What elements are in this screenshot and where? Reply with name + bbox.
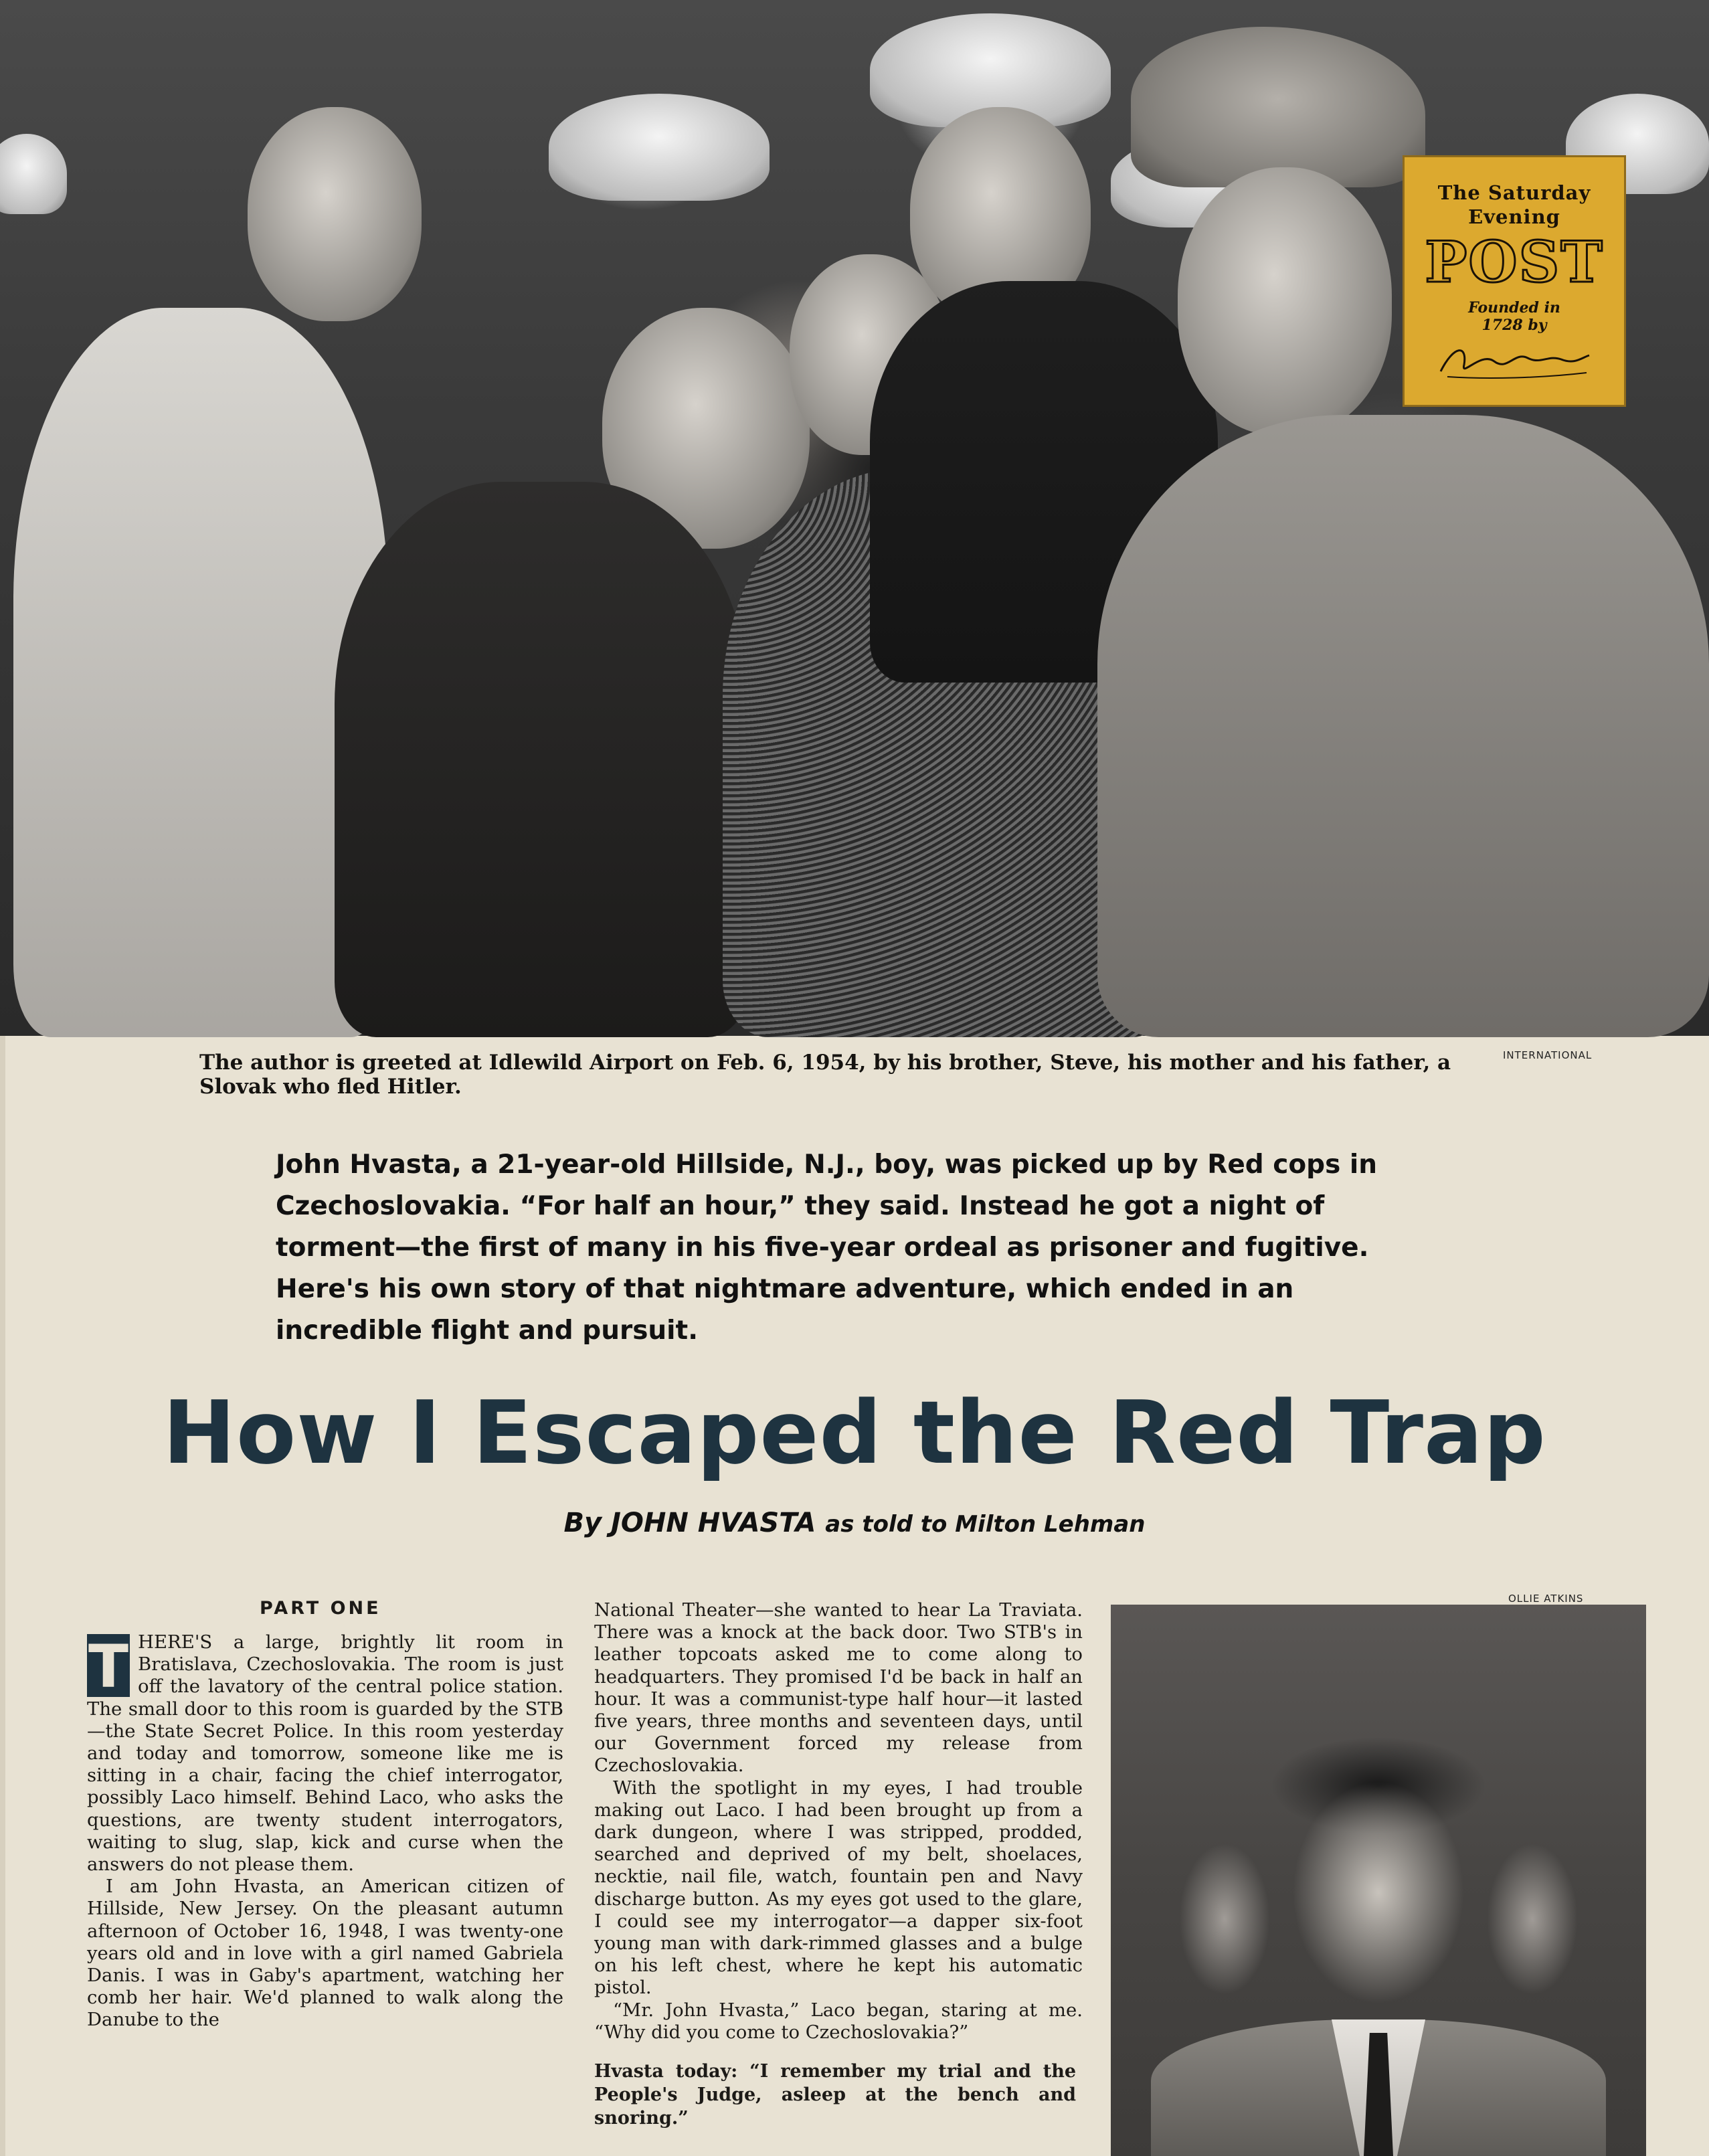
father-head (1178, 167, 1392, 435)
photo-credit-ollie-atkins: OLLIE ATKINS (1508, 1593, 1584, 1605)
brother-head (248, 107, 422, 321)
saturday-evening-post-logo (1403, 155, 1626, 407)
drop-cap: T (88, 1632, 129, 1701)
hvasta-portrait-photo (1111, 1605, 1646, 2156)
brother-coat (13, 308, 388, 1037)
franklin-signature-icon (1434, 338, 1595, 385)
torn-page-edge (0, 1036, 5, 2156)
father-hat (1131, 27, 1425, 187)
col2-paragraph-3: “Mr. John Hvasta,” Laco began, staring at me. “Why did you come to Czechoslovakia?” (594, 1999, 1083, 2043)
logo-title: POST (1425, 229, 1604, 295)
police-cap (549, 94, 770, 201)
logo-line-2: Evening (1468, 205, 1560, 228)
father-coat (1097, 415, 1709, 1037)
article-deck: John Hvasta, a 21-year-old Hillside, N.J., boy, was picked up by Red cops in Czechoslovakia. “For half an hour,” they said. Instead he got a night of torment—the first of many in his five-year ordeal as prisoner and fugitive. Here's his own story of that nightmare adventure, which ended in an incredible flight and pursuit. (276, 1150, 1378, 1346)
police-cap (0, 134, 67, 214)
byline-as-told: as told to Milton Lehman (825, 1511, 1146, 1538)
col2-paragraph-1: National Theater—she wanted to hear La Traviata. There was a knock at the back door. Two STB's in leather topcoats asked me to come along to headquarters. They promised I'd be back in half an hour. It was a communist-type half hour—it lasted five years, three months and seventeen days, until our Government forced my release from Czechoslovakia. (594, 1599, 1083, 1777)
col1-paragraph-2: I am John Hvasta, an American citizen of Hillside, New Jersey. On the pleasant autumn afternoon of October 16, 1948, I was twenty-one years old and in love with a girl named Gabriela Danis. I was in Gaby's apartment, watching her comb her hair. We'd planned to walk along the Danube to the (87, 1876, 563, 2031)
column-2 (594, 1599, 1083, 2044)
col1-p1-text: HERE'S a large, brightly lit room in Bratislava, Czechoslovakia. The room is just off the lavatory of the central police station. The small door to this room is guarded by the STB—the State Secret Police. In this room yesterday and today and tomorrow, someone like me is sitting in a chair, facing the chief interrogator, possibly Laco himself. Behind Laco, who asks the questions, are twenty student interrogators, waiting to slug, slap, kick and curse when the answers do not please them. (87, 1631, 563, 1876)
col1-paragraph-1 (87, 1631, 563, 1876)
part-label: PART ONE (260, 1598, 381, 1619)
author-suit (335, 482, 749, 1037)
column-1 (87, 1631, 563, 2032)
logo-line-1: The Saturday (1437, 181, 1591, 204)
airport-reunion-photo (0, 0, 1709, 1036)
byline-author: By JOHN HVASTA (563, 1508, 816, 1538)
article-headline: How I Escaped the Red Trap (163, 1382, 1546, 1484)
portrait-caption: Hvasta today: “I remember my trial and the People's Judge, asleep at the bench and snoring.” (594, 2061, 1076, 2129)
top-photo-caption: The author is greeted at Idlewild Airport on Feb. 6, 1954, by his brother, Steve, his mother and his father, a Slovak who fled Hitler. (199, 1051, 1451, 1099)
logo-founded: Founded in (1468, 299, 1560, 317)
article-byline (0, 1508, 1709, 1538)
col2-paragraph-2: With the spotlight in my eyes, I had trouble making out Laco. I had been brought up from a dark dungeon, where I was stripped, prodded, searched and deprived of my belt, shoelaces, necktie, nail file, watch, fountain pen and Navy discharge button. As my eyes got used to the glare, I could see my interrogator—a dapper six-foot young man with dark-rimmed glasses and a bulge on his left chest, where he kept his automatic pistol. (594, 1777, 1083, 1999)
logo-year: 1728 by (1481, 317, 1547, 334)
photo-credit-international: INTERNATIONAL (1503, 1049, 1593, 1061)
